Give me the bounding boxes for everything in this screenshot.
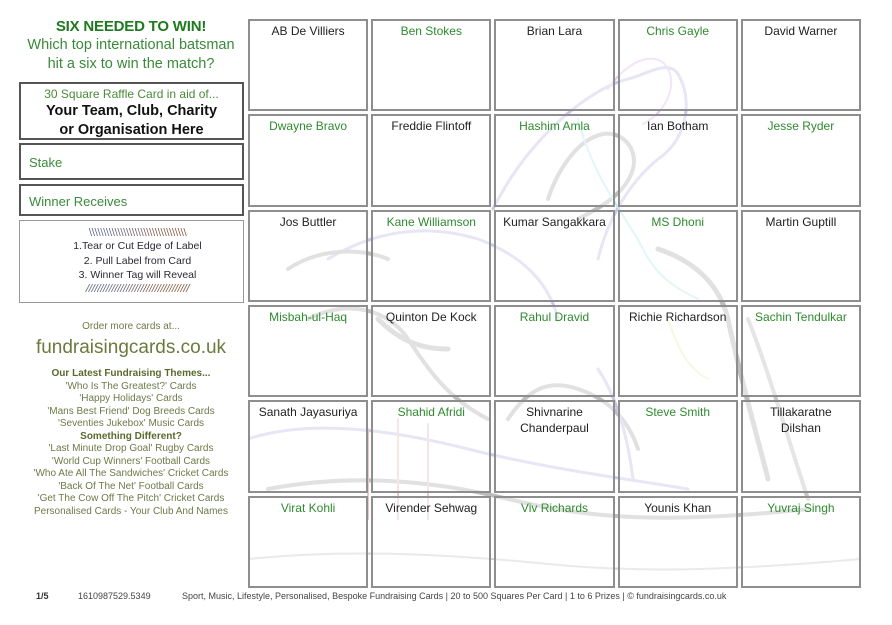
batsman-name: Dwayne Bravo bbox=[269, 119, 348, 134]
batsman-name: Hashim Amla bbox=[519, 119, 590, 134]
raffle-square[interactable] bbox=[741, 305, 861, 397]
theme-item: 'Last Minute Drop Goal' Rugby Cards bbox=[48, 443, 214, 454]
batsman-name: Ian Botham bbox=[647, 119, 709, 134]
raffle-square[interactable] bbox=[741, 400, 861, 492]
batsman-name: Younis Khan bbox=[644, 500, 712, 515]
instruction-step-1: 1.Tear or Cut Edge of Label bbox=[73, 240, 202, 252]
raffle-square[interactable] bbox=[741, 114, 861, 206]
tear-edge-top: \\\\\\\\\\\\\\\\\\\\\\\\\\\\\\\\\\ bbox=[32, 227, 243, 239]
instruction-step-2: 2. Pull Label from Card bbox=[83, 254, 192, 267]
batsman-name: AB De Villiers bbox=[271, 24, 345, 38]
batsman-name: Quinton De Kock bbox=[385, 310, 477, 324]
raffle-square[interactable] bbox=[494, 305, 614, 397]
theme-item: 'Who Is The Greatest?' Cards bbox=[65, 380, 197, 392]
batsman-name: Kumar Sangakkara bbox=[503, 214, 606, 229]
raffle-square[interactable] bbox=[618, 114, 738, 206]
winner-receives-label: Winner Receives bbox=[29, 194, 128, 209]
card-id: 1610987529.5349 bbox=[78, 591, 151, 601]
batsman-name: Freddie Flintoff bbox=[391, 119, 472, 134]
batsman-name: Misbah-ul-Haq bbox=[269, 310, 348, 324]
website-link[interactable]: fundraisingcards.co.uk bbox=[35, 337, 227, 358]
organisation-line-1: Your Team, Club, Charity bbox=[45, 103, 218, 119]
winner-receives-field[interactable] bbox=[19, 184, 244, 216]
raffle-square[interactable] bbox=[618, 496, 738, 588]
raffle-grid bbox=[248, 19, 861, 588]
winner-tag-instructions[interactable] bbox=[19, 220, 244, 303]
batsman-name: Jos Buttler bbox=[279, 214, 337, 229]
headline-title: SIX NEEDED TO WIN! bbox=[55, 18, 207, 35]
batsman-name: Sanath Jayasuriya bbox=[258, 405, 358, 420]
footer-tagline: Sport, Music, Lifestyle, Personalised, Bespoke Fundraising Cards | 20 to 500 Squares Per Card | 1 to 6 Prizes | © fundraisingcards.co.uk bbox=[182, 591, 727, 601]
tear-edge-bottom: //////////////////////////////////// bbox=[32, 283, 243, 295]
raffle-square[interactable] bbox=[494, 19, 614, 111]
raffle-square[interactable] bbox=[248, 114, 368, 206]
raffle-subtitle: 30 Square Raffle Card in aid of... bbox=[44, 87, 219, 101]
themes-heading: Our Latest Fundraising Themes... bbox=[51, 368, 211, 379]
themes-heading-2: Something Different? bbox=[80, 430, 182, 442]
raffle-square[interactable] bbox=[248, 305, 368, 397]
batsman-name: Sachin Tendulkar bbox=[754, 310, 847, 324]
theme-item: 'Mans Best Friend' Dog Breeds Cards bbox=[47, 405, 215, 417]
theme-item: 'Get The Cow Off The Pitch' Cricket Cards bbox=[37, 493, 225, 504]
raffle-info-box bbox=[19, 82, 244, 140]
raffle-square[interactable] bbox=[494, 210, 614, 302]
raffle-square[interactable] bbox=[618, 305, 738, 397]
raffle-square[interactable] bbox=[248, 400, 368, 492]
batsman-name: Kane Williamson bbox=[386, 214, 476, 229]
batsman-name: Virender Sehwag bbox=[385, 500, 478, 515]
batsman-name: Chris Gayle bbox=[646, 24, 710, 38]
raffle-square[interactable] bbox=[371, 114, 491, 206]
batsman-name: Virat Kohli bbox=[280, 500, 336, 515]
batsman-name: Shahid Afridi bbox=[397, 405, 465, 420]
raffle-square[interactable] bbox=[371, 400, 491, 492]
raffle-square[interactable] bbox=[618, 19, 738, 111]
raffle-square[interactable] bbox=[618, 210, 738, 302]
batsman-name: Jesse Ryder bbox=[767, 119, 835, 134]
raffle-square[interactable] bbox=[741, 496, 861, 588]
left-panel bbox=[0, 0, 248, 590]
footer bbox=[0, 591, 892, 605]
themes-list bbox=[14, 368, 248, 518]
raffle-square[interactable] bbox=[248, 210, 368, 302]
raffle-square[interactable] bbox=[494, 114, 614, 206]
batsman-name: Richie Richardson bbox=[629, 310, 727, 324]
raffle-square[interactable] bbox=[248, 496, 368, 588]
batsman-name: Viv Richards bbox=[520, 500, 589, 515]
raffle-square[interactable] bbox=[248, 19, 368, 111]
theme-item: 'Seventies Jukebox' Music Cards bbox=[57, 418, 205, 429]
raffle-square[interactable] bbox=[741, 210, 861, 302]
headline-question-1: Which top international batsman bbox=[27, 37, 235, 53]
batsman-name: David Warner bbox=[764, 24, 838, 38]
batsman-name: Shivnarine Chanderpaul bbox=[520, 405, 589, 435]
batsman-name: Martin Guptill bbox=[765, 214, 837, 229]
raffle-square[interactable] bbox=[371, 305, 491, 397]
batsman-name: Rahul Dravid bbox=[519, 310, 590, 324]
raffle-square[interactable] bbox=[494, 400, 614, 492]
order-more-section bbox=[14, 320, 248, 360]
raffle-square[interactable] bbox=[618, 400, 738, 492]
organisation-line-2: or Organisation Here bbox=[59, 122, 204, 138]
instruction-step-3: 3. Winner Tag will Reveal bbox=[78, 269, 197, 281]
theme-item: 'Who Ate All The Sandwiches' Cricket Cards bbox=[33, 468, 229, 479]
batsman-name: MS Dhoni bbox=[651, 214, 705, 229]
raffle-square[interactable] bbox=[371, 496, 491, 588]
headline-question-2: hit a six to win the match? bbox=[47, 56, 215, 72]
raffle-square[interactable] bbox=[371, 210, 491, 302]
batsman-name: Ben Stokes bbox=[400, 24, 462, 38]
batsman-name: Tillakaratne Dilshan bbox=[770, 405, 832, 435]
card-headline bbox=[14, 17, 248, 74]
stake-label: Stake bbox=[29, 155, 63, 170]
raffle-square[interactable] bbox=[371, 19, 491, 111]
raffle-square[interactable] bbox=[494, 496, 614, 588]
batsman-name: Brian Lara bbox=[526, 24, 583, 38]
order-prefix: Order more cards at... bbox=[82, 321, 180, 332]
theme-item: Personalised Cards - Your Club And Names bbox=[34, 505, 228, 517]
page-number: 1/5 bbox=[36, 591, 49, 601]
stake-field[interactable] bbox=[19, 143, 244, 180]
batsman-name: Yuvraj Singh bbox=[767, 500, 835, 515]
raffle-square[interactable] bbox=[741, 19, 861, 111]
theme-item: 'Back Of The Net' Football Cards bbox=[58, 480, 204, 492]
batsman-name: Steve Smith bbox=[645, 405, 711, 420]
theme-item: 'Happy Holidays' Cards bbox=[79, 393, 183, 404]
theme-item: 'World Cup Winners' Football Cards bbox=[51, 455, 211, 467]
